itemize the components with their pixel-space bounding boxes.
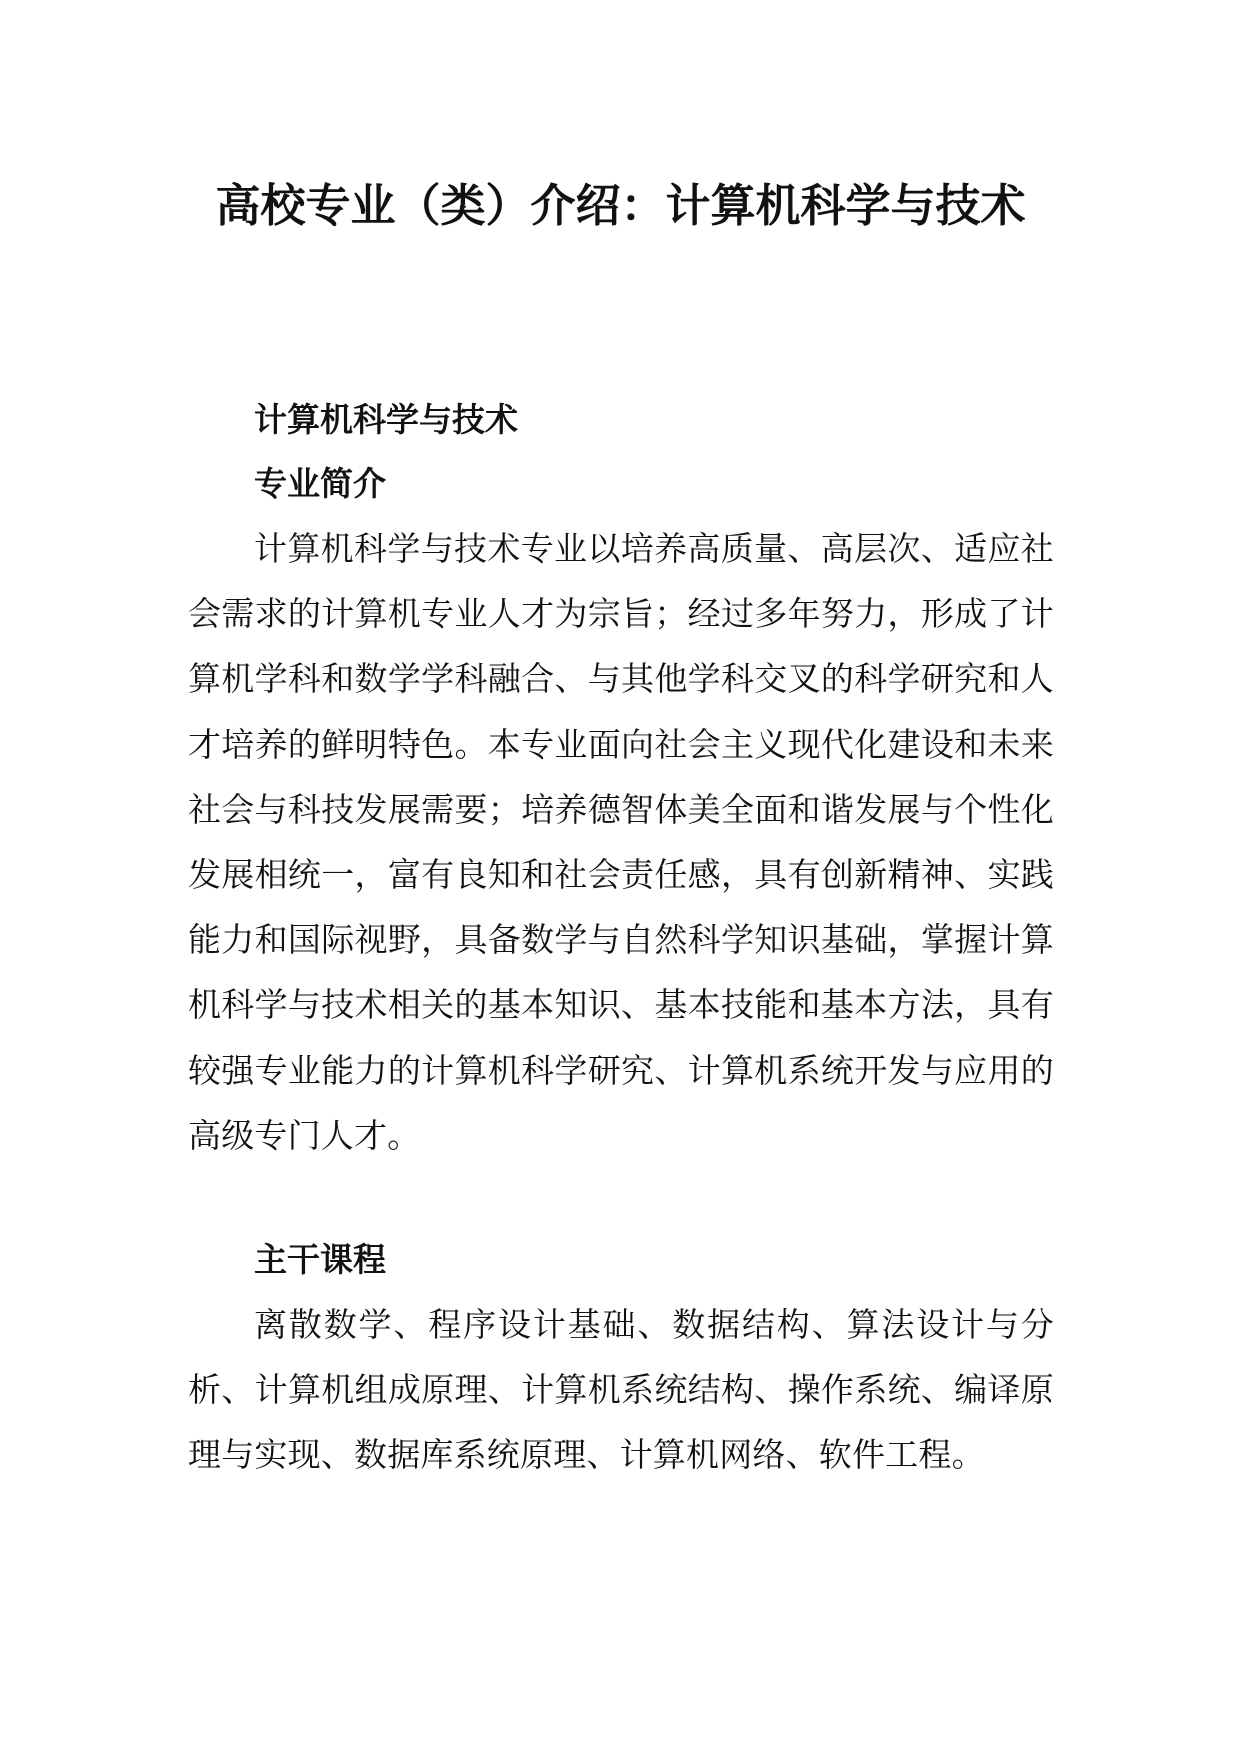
major-name-heading: 计算机科学与技术 [254,400,518,439]
section-body-courses: 离散数学、程序设计基础、数据结构、算法设计与分析、计算机组成原理、计算机系统结构、操作系统、编译原理与实现、数据库系统原理、计算机网络、软件工程。 [188,1305,1054,1475]
section-body-intro: 计算机科学与技术专业以培养高质量、高层次、适应社会需求的计算机专业人才为宗旨；经过多年努力，形成了计算机学科和数学学科融合、与其他学科交叉的科学研究和人才培养的鲜明特色。本专业面向社会主义现代化建设和未来社会与科技发展需要；培养德智体美全面和谐发展与个性化发展相统一，富有良知和社会责任感，具有创新精神、实践能力和国际视野，具备数学与自然科学知识基础，掌握计算机科学与技术相关的基本知识、基本技能和基本方法，具有较强专业能力的计算机科学研究、计算机系统开发与应用的高级专门人才。 [188,529,1054,1155]
document-content [188,388,1054,1488]
section-spacer [188,1168,1054,1228]
section-heading-intro: 专业简介 [254,464,386,503]
section-heading-courses: 主干课程 [254,1240,386,1280]
document-title: 高校专业（类）介绍：计算机科学与技术 [215,179,1026,232]
